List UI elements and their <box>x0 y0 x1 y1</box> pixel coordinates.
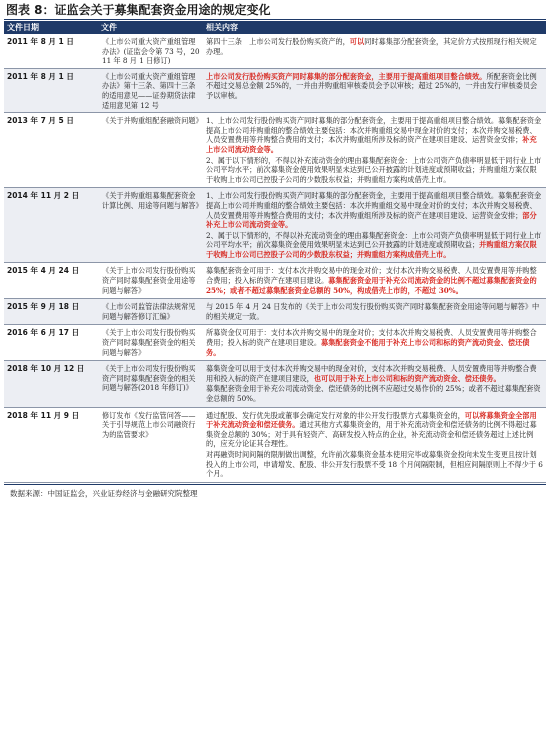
highlighted-text: 并购重组方案仅限于收购上市公司已控股子公司的少数股东权益；并购重组方案构成借壳上市。 <box>206 240 537 259</box>
content-paragraph <box>206 411 543 449</box>
body-text: 对再融资时间间隔的限制做出调整，允许前次募集资金基本使用完毕或募集资金投向未发生变更且按计划投入的上市公司，申请增发、配股、非公开发行股票不受 18 个月间隔限制，但相应间隔原则上不得少于 6 个月。 <box>206 449 543 479</box>
cell-date: 2013 年 7 月 5 日 <box>4 113 98 188</box>
cell-document: 《关于并购重组募集配套资金计算比例、用途等问题与解答》 <box>98 188 203 263</box>
content-paragraph <box>206 72 543 101</box>
cell-date: 2018 年 11 月 9 日 <box>4 407 98 482</box>
body-text: 所配套资金比例不超过交易总金额 25%的，一并由并购重组审核委员会予以审核；超过 25%的，一并由发行审核委员会予以审核。 <box>206 71 538 100</box>
cell-content <box>203 325 546 361</box>
table-header-row <box>4 21 546 34</box>
cell-content <box>203 34 546 68</box>
cell-date: 2016 年 6 月 17 日 <box>4 325 98 361</box>
cell-date: 2011 年 8 月 1 日 <box>4 68 98 112</box>
body-text: 2、属于以下情形的，不得以补充流动资金的理由募集配套资金：上市公司资产负债率明显低于同行业上市公司平均水平；前次募集资金使用效果明显未达到已公开披露的计划进度或预期收益；并购重组方案仅限于收购上市公司已控股子公司的少数股东权益；并购重组方案构成借壳上市。 <box>206 155 542 184</box>
cell-date: 2011 年 8 月 1 日 <box>4 34 98 68</box>
content-paragraph <box>206 116 543 154</box>
figure-title: 图表 8：证监会关于募集配套资金用途的规定变化 <box>4 2 546 20</box>
highlighted-text: 募集配套资金不能用于补充上市公司和标的资产流动资金、偿还债务。 <box>206 338 530 357</box>
table-row <box>4 263 546 299</box>
cell-content <box>203 407 546 482</box>
cell-content <box>203 299 546 325</box>
highlighted-text: 部分补充上市公司流动资金等。 <box>206 210 537 230</box>
content-paragraph <box>206 37 543 56</box>
body-text: 2、属于以下情形的，不得以补充流动资金的理由募集配套资金：上市公司资产负债率明显低于同行业上市公司平均水平；前次募集资金使用效果明显未达到已公开披露的计划进度或预期收益； <box>206 230 542 250</box>
table-row <box>4 325 546 361</box>
highlighted-text: 补充上市公司流动资金等。 <box>206 135 537 154</box>
cell-document: 《上市公司重大资产重组管理办法》第十三条、第四十三条的适用意见——证券期货法律适用意见第 12 号 <box>98 68 203 112</box>
cell-document: 《关于并购重组配套融资问题》 <box>98 113 203 188</box>
content-paragraph <box>206 266 543 295</box>
body-text: 募集配套资金用于补充公司流动资金、偿还债务的比例不应超过交易作价的 25%；或者不超过募集配套资金总额的 50%。 <box>206 384 541 403</box>
highlighted-text: 可以将募集资金全部用于补充流动资金和偿还债务。 <box>206 410 537 430</box>
table-row <box>4 407 546 482</box>
content-paragraph <box>206 384 543 403</box>
content-paragraph <box>206 364 543 383</box>
highlighted-text: 上市公司发行股份购买资产同时募集的部分配套资金，主要用于提高重组项目整合绩效。 <box>206 71 487 81</box>
body-text: 募集配套资金可用于：支付本次并购交易中的现金对价；支付本次并购交易税费、人员安置费用等并购整合费用；投入标的资产在建项目建设。 <box>206 266 537 286</box>
highlighted-text: 募集配套资金用于补充公司流动资金的比例不超过募集配套资金的 25%；或者不超过募集配套资金总额的 50%，构成借壳上市的，不超过 30%。 <box>206 276 537 295</box>
table-row <box>4 299 546 325</box>
body-text: 第四十三条 上市公司发行股份购买资产的， <box>206 37 350 46</box>
body-text: 与 2015 年 4 月 24 日发布的《关于上市公司发行股份购买资产同时募集配套资金用途等问题与解答》中的相关规定一致。 <box>206 302 540 321</box>
table-row <box>4 68 546 112</box>
table-row <box>4 188 546 263</box>
cell-document: 《上市公司重大资产重组管理办法》(证监会令第 73 号，2011 年 8 月 1 日修订) <box>98 34 203 68</box>
cell-content <box>203 188 546 263</box>
cell-document: 《关于上市公司发行股份购买资产同时募集配套资金用途等问题与解答》 <box>98 263 203 299</box>
cell-date: 2015 年 4 月 24 日 <box>4 263 98 299</box>
content-paragraph <box>206 231 543 260</box>
table-row <box>4 113 546 188</box>
content-paragraph <box>206 156 543 185</box>
cell-document: 《关于上市公司发行股份购买资产同时募集配套资金的相关问题与解答(2018 年修订)》 <box>98 361 203 407</box>
header-document: 文件 <box>98 21 203 34</box>
regulation-table <box>4 21 546 483</box>
cell-date: 2015 年 9 月 18 日 <box>4 299 98 325</box>
cell-content <box>203 113 546 188</box>
content-paragraph <box>206 328 543 357</box>
cell-document: 修订发布《发行监管问答——关于引导规范上市公司融资行为的监管要求》 <box>98 407 203 482</box>
table-row <box>4 361 546 407</box>
body-text: 同时募集部分配套资金，其定价方式按照现行相关规定办理。 <box>206 37 537 56</box>
table-body <box>4 34 546 482</box>
body-text: 募集资金可以用于支付本次并购交易中的现金对价，支付本次并购交易税费、人员安置费用等并购整合费用和投入标的资产在建项目建设， <box>206 364 537 383</box>
body-text: 通过其他方式募集资金的，用于补充流动资金和偿还债务的比例不得超过募集资金总额的 30%；对于具有轻资产、高研发投入特点的企业，补充流动资金和偿还债务超过上述比例的，应充分论证其合理性。 <box>206 420 537 449</box>
cell-content <box>203 361 546 407</box>
header-content: 相关内容 <box>203 21 546 34</box>
cell-document: 《关于上市公司发行股份购买资产同时募集配套资金的相关问题与解答》 <box>98 325 203 361</box>
highlighted-text: 可以 <box>349 37 365 46</box>
header-date: 文件日期 <box>4 21 98 34</box>
source-note: 数据来源：中国证监会，兴业证券经济与金融研究院整理 <box>4 484 546 499</box>
cell-document: 《上市公司监管法律法规常见问题与解答修订汇编》 <box>98 299 203 325</box>
cell-date: 2018 年 10 月 12 日 <box>4 361 98 407</box>
content-paragraph <box>206 450 543 479</box>
cell-content <box>203 68 546 112</box>
cell-content <box>203 263 546 299</box>
table-row <box>4 34 546 68</box>
body-text: 通过配股、发行优先股或董事会确定发行对象的非公开发行股票方式募集资金的， <box>206 410 465 420</box>
highlighted-text: 也可以用于补充上市公司和标的资产流动资金、偿还债务。 <box>313 373 501 383</box>
body-text: 1、上市公司发行股份购买资产同时募集的部分配套资金，主要用于提高重组项目整合绩效。募集配套资金提高上市公司并购重组的整合绩效主要包括：本次并购重组交易中现金对价的支付；本次并购交易税费、人员安置费用等并购整合费用的支付；本次并购重组所涉及标的资产在建项目建设、运营资金安排； <box>206 191 542 220</box>
body-text: 1、上市公司发行股份购买资产同时募集的部分配套资金，主要用于提高重组项目整合绩效。募集配套资金提高上市公司并购重组的整合绩效主要包括：本次并购重组交易中现金对价的支付；本次并购交易税费、人员安置费用等并购整合费用的支付；本次并购重组所涉及标的资产在建项目建设、运营资金安排； <box>206 116 542 145</box>
body-text: 所募资金仅可用于：支付本次并购交易中的现金对价；支付本次并购交易税费、人员安置费用等并购整合费用；投入标的资产在建项目建设。 <box>206 328 537 348</box>
cell-date: 2014 年 11 月 2 日 <box>4 188 98 263</box>
content-paragraph <box>206 302 543 321</box>
content-paragraph <box>206 191 543 229</box>
